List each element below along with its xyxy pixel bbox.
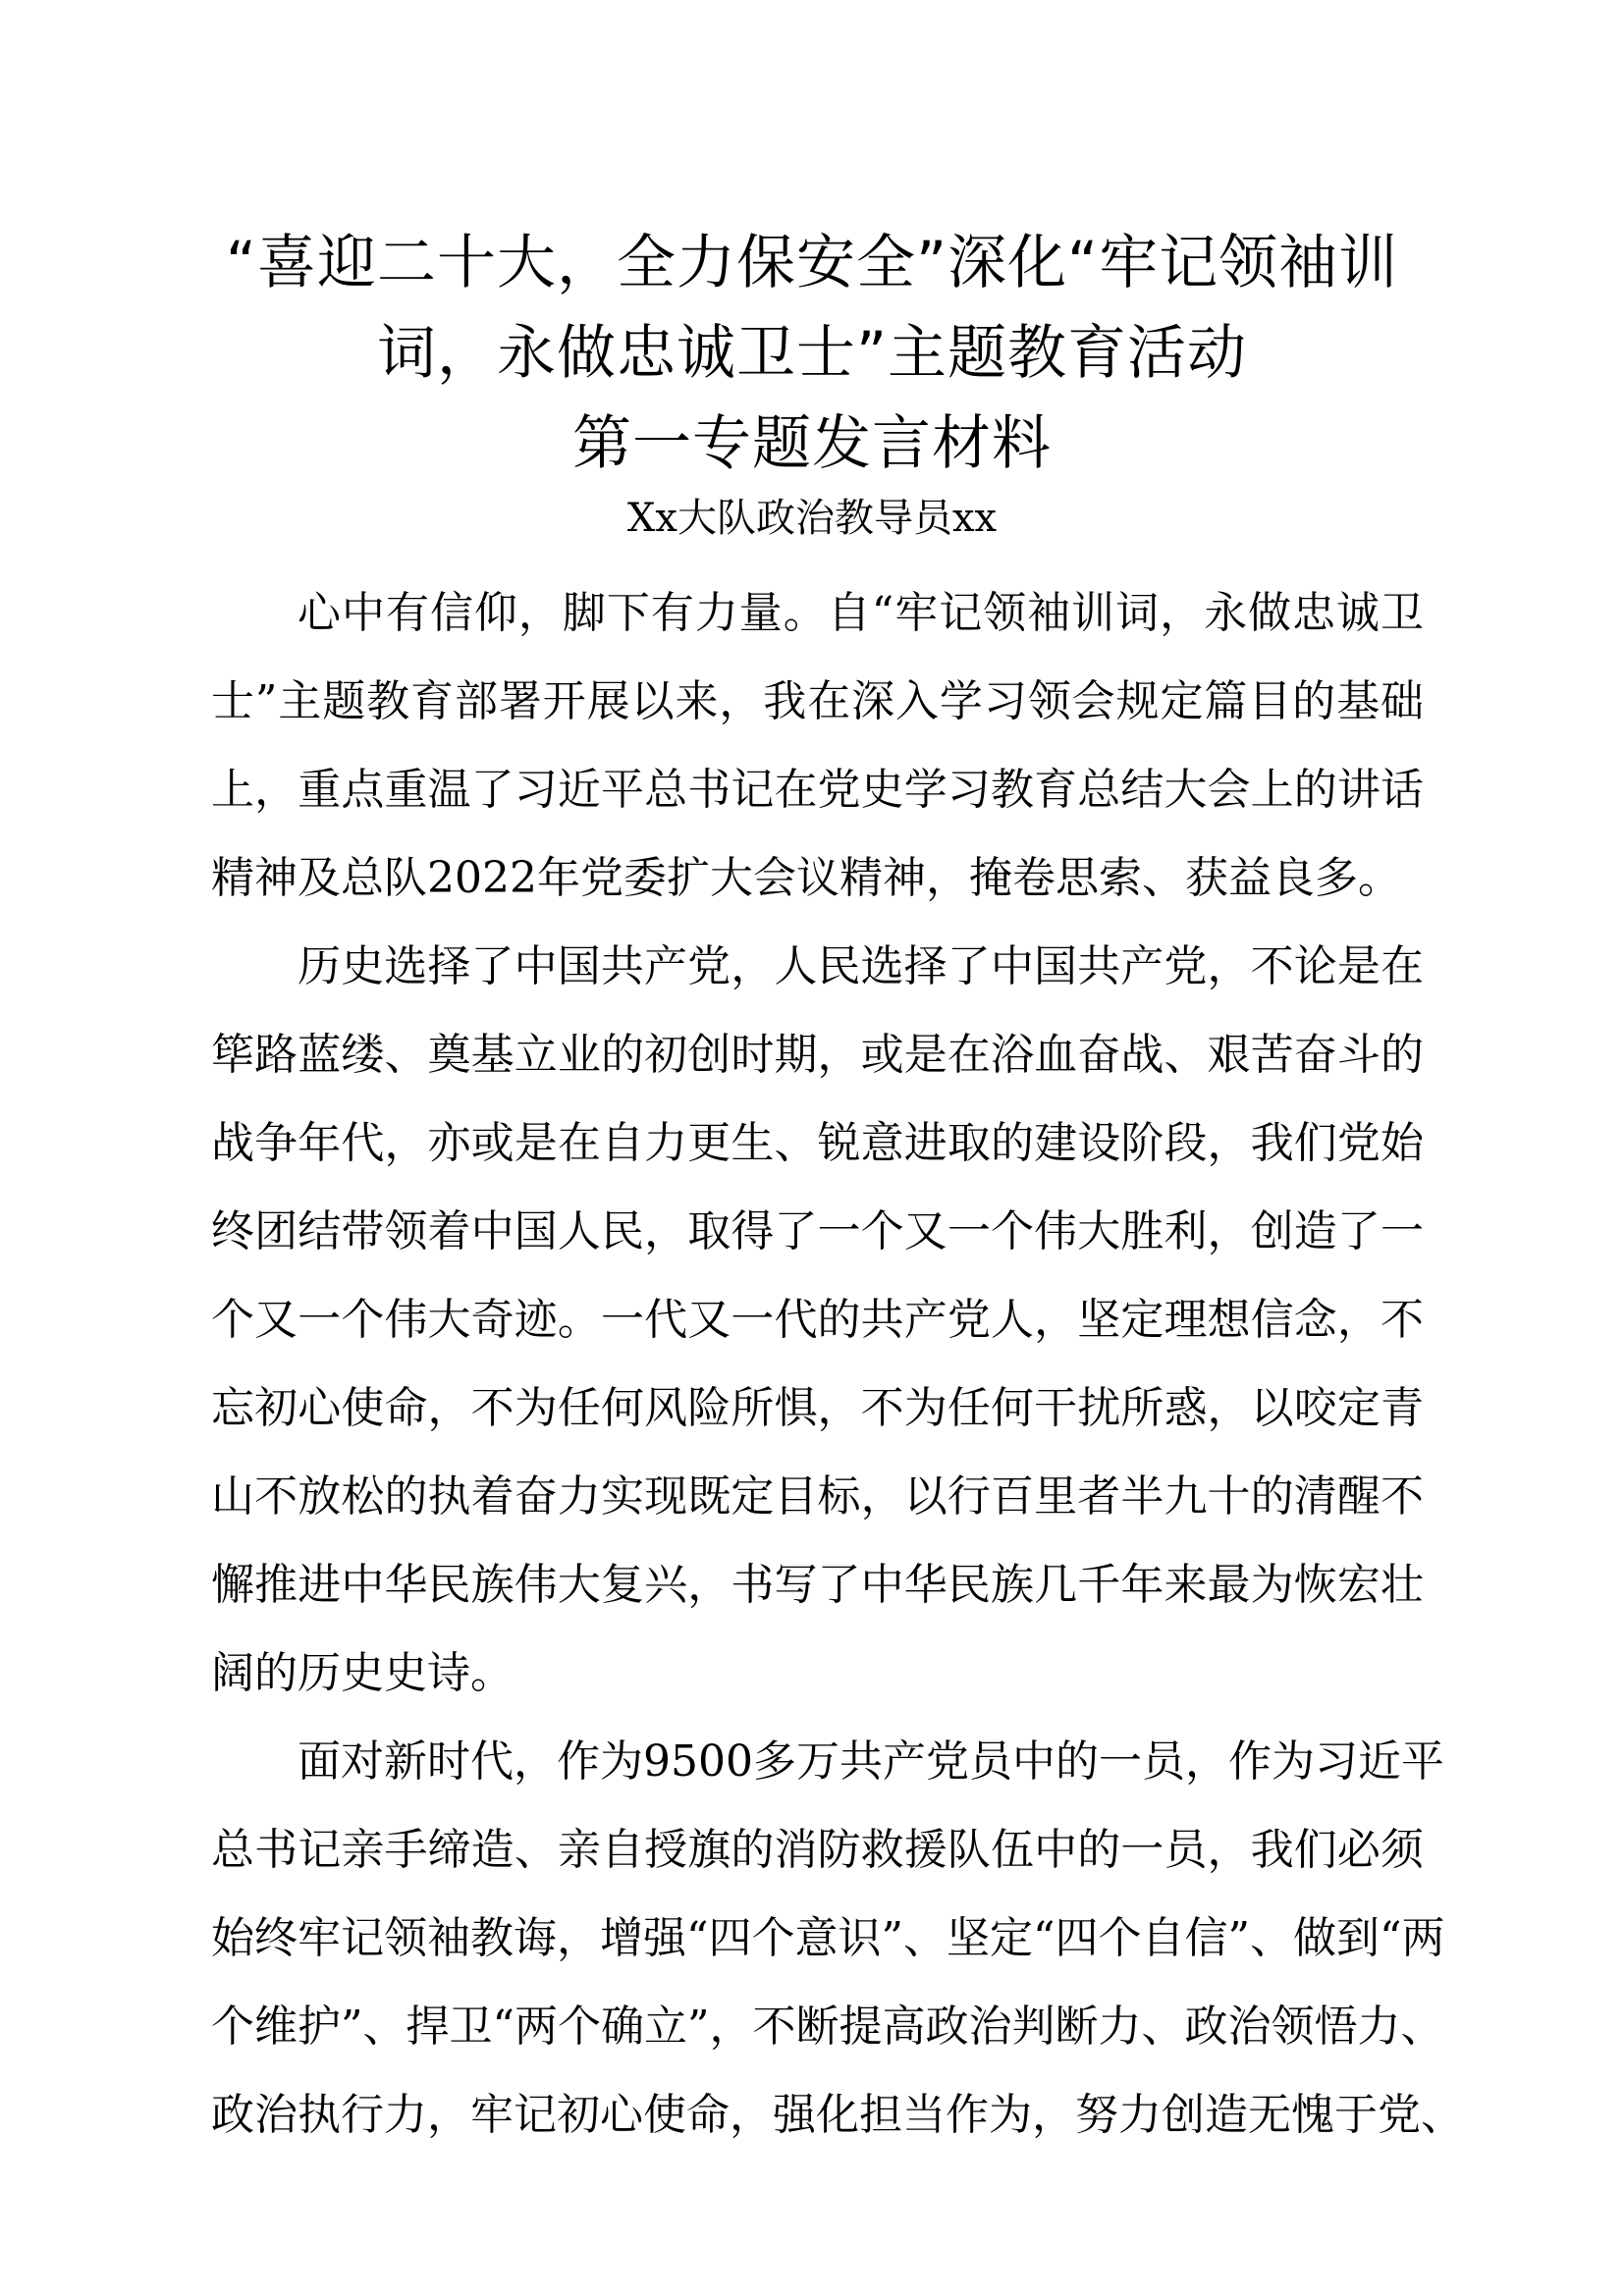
author-line: Xx大队政治教导员xx [626,496,998,541]
paragraph-1-line: 士”主题教育部署开展以来，我在深入学习领会规定篇目的基础 [211,676,1424,726]
title-line: “喜迎二十大，全力保安全”深化“牢记领袖训 [225,229,1399,297]
paragraph-2-line: 阔的历史史诗。 [211,1648,514,1698]
paragraph-1-line: 精神及总队2022年党委扩大会议精神，掩卷思索、获益良多。 [211,853,1401,903]
paragraph-3-line: 面对新时代，作为9500多万共产党员中的一员，作为习近平 [298,1736,1444,1787]
paragraph-2-line: 历史选择了中国共产党，人民选择了中国共产党，不论是在 [298,941,1424,991]
paragraph-2-line: 忘初心使命，不为任何风险所惧，不为任何干扰所惑，以咬定青 [211,1383,1424,1433]
title-line: 第一专题发言材料 [572,409,1052,478]
paragraph-3-line: 始终牢记领袖教诲，增强“四个意识”、坚定“四个自信”、做到“两 [211,1913,1445,1963]
document-title [196,218,1428,489]
paragraph-1-line: 心中有信仰，脚下有力量。自“牢记领袖训词，永做忠诚卫 [298,588,1424,638]
paragraph-3-line: 政治执行力，牢记初心使命，强化担当作为，努力创造无愧于党、 [211,2090,1464,2140]
paragraph-2-line: 山不放松的执着奋力实现既定目标，以行百里者半九十的清醒不 [211,1471,1424,1522]
title-line: 词，永做忠诚卫士”主题教育活动 [376,319,1248,388]
document-body [211,569,1464,2160]
paragraph-3-line: 总书记亲手缔造、亲自授旗的消防救援队伍中的一员，我们必须 [211,1825,1424,1875]
paragraph-1-line: 上，重点重温了习近平总书记在党史学习教育总结大会上的讲话 [211,765,1424,815]
paragraph-3-line: 个维护”、捍卫“两个确立”，不断提高政治判断力、政治领悟力、 [211,2002,1444,2052]
paragraph-2-line: 终团结带领着中国人民，取得了一个又一个伟大胜利，创造了一 [211,1206,1424,1256]
paragraph-2-line: 个又一个伟大奇迹。一代又一代的共产党人，坚定理想信念，不 [211,1295,1424,1345]
paragraph-2-line: 懈推进中华民族伟大复兴，书写了中华民族几千年来最为恢宏壮 [211,1560,1424,1610]
paragraph-2-line: 筚路蓝缕、奠基立业的初创时期，或是在浴血奋战、艰苦奋斗的 [211,1030,1424,1080]
paragraph-2-line: 战争年代，亦或是在自力更生、锐意进取的建设阶段，我们党始 [211,1118,1424,1168]
